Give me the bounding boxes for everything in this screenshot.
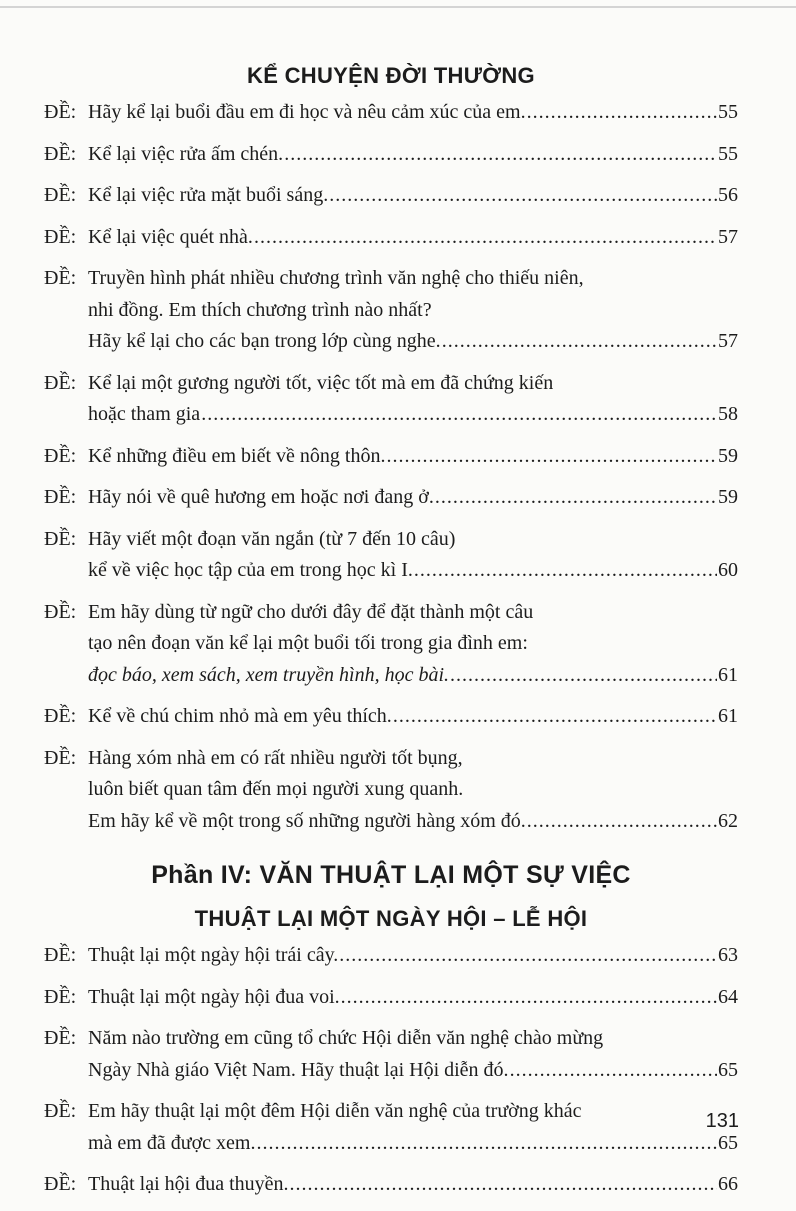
dot-leader <box>339 940 717 972</box>
entry-text: Em hãy thuật lại một đêm Hội diễn văn nghệ của trường khác <box>88 1100 582 1122</box>
entry-page: 60 <box>718 559 738 581</box>
entry-text: Thuật lại hội đua thuyền. <box>88 1173 289 1195</box>
entry-text: luôn biết quan tâm đến mọi người xung quanh. <box>88 778 464 800</box>
entry-label: ĐỀ: <box>44 184 77 206</box>
entry-page: 55 <box>718 142 738 165</box>
entry-page: 66 <box>718 1173 738 1195</box>
entry-text: nhi đồng. Em thích chương trình nào nhất? <box>88 298 432 321</box>
entry-label: ĐỀ: <box>44 101 77 123</box>
dot-leader <box>256 1128 717 1160</box>
entry-text: Kể lại một gương người tốt, việc tốt mà em đã chứng kiến <box>88 371 554 394</box>
entry-text-italic: đọc báo, xem sách, xem truyền hình, học bài. <box>88 663 450 686</box>
toc-entry <box>44 940 738 972</box>
entry-page: 57 <box>718 225 738 248</box>
toc-entry <box>44 743 738 838</box>
dot-leader <box>393 701 717 733</box>
entry-text: Thuật lại một ngày hội trái cây. <box>88 944 339 966</box>
toc-entry <box>44 441 738 473</box>
dot-leader <box>435 482 717 514</box>
entry-text: kể về việc học tập của em trong học kì I. <box>88 559 413 581</box>
dot-leader <box>510 1055 717 1087</box>
toc-entry <box>44 263 738 358</box>
entry-text: Kể những điều em biết về nông thôn. <box>88 444 386 467</box>
entry-page: 59 <box>718 444 738 467</box>
entry-label: ĐỀ: <box>44 600 77 623</box>
entry-page: 55 <box>718 101 738 123</box>
page-number: 131 <box>705 1110 739 1132</box>
entry-page: 63 <box>718 944 738 966</box>
entry-label: ĐỀ: <box>44 444 77 467</box>
toc-entry <box>44 180 738 212</box>
dot-leader <box>201 399 717 431</box>
toc-entry <box>44 597 738 692</box>
entry-label: ĐỀ: <box>44 1027 77 1049</box>
toc-entry <box>44 139 738 171</box>
entry-text: Kể lại việc quét nhà. <box>88 225 253 248</box>
entry-label: ĐỀ: <box>44 225 77 248</box>
entry-text: Hãy nói về quê hương em hoặc nơi đang ở. <box>88 486 434 508</box>
toc-entry <box>44 482 738 514</box>
dot-leader <box>284 139 717 171</box>
entry-page: 64 <box>718 985 738 1008</box>
entry-page: 62 <box>718 809 738 832</box>
entry-page: 56 <box>718 184 738 206</box>
entry-label: ĐỀ: <box>44 142 77 165</box>
entry-text: Kể lại việc rửa mặt buổi sáng. <box>88 184 329 206</box>
entry-text: Kể lại việc rửa ấm chén. <box>88 142 284 165</box>
entry-label: ĐỀ: <box>44 1173 77 1195</box>
entry-label: ĐỀ: <box>44 1100 77 1122</box>
entry-page: 61 <box>718 705 738 727</box>
entry-text: Hàng xóm nhà em có rất nhiều người tốt bụng, <box>88 746 463 769</box>
entry-text: Kể về chú chim nhỏ mà em yêu thích. <box>88 705 392 727</box>
dot-leader <box>527 97 717 129</box>
entry-text: hoặc tham gia <box>88 403 201 425</box>
entry-page: 65 <box>718 1058 738 1081</box>
table-of-contents <box>44 56 738 1211</box>
entry-page: 57 <box>718 330 738 352</box>
entry-page: 58 <box>718 403 738 425</box>
entry-text: Thuật lại một ngày hội đua voi. <box>88 985 340 1008</box>
entry-text: Em hãy kể về một trong số những người hàng xóm đó. <box>88 809 526 832</box>
entry-label: ĐỀ: <box>44 527 77 550</box>
entry-label: ĐỀ: <box>44 985 77 1008</box>
toc-entry <box>44 701 738 733</box>
dot-leader <box>386 441 717 473</box>
entry-label: ĐỀ: <box>44 705 77 727</box>
section-title-ke-chuyen: KỂ CHUYỆN ĐỜI THƯỜNG <box>247 63 535 88</box>
entry-text: Truyền hình phát nhiều chương trình văn nghệ cho thiếu niên, <box>88 267 584 289</box>
part-title: Phần IV: VĂN THUẬT LẠI MỘT SỰ VIỆC <box>151 861 631 889</box>
entry-label: ĐỀ: <box>44 486 77 508</box>
dot-leader <box>442 326 717 358</box>
entry-label: ĐỀ: <box>44 267 77 289</box>
entry-text: tạo nên đoạn văn kể lại một buổi tối trong gia đình em: <box>88 632 528 654</box>
entry-label: ĐỀ: <box>44 944 77 966</box>
entry-text: Em hãy dùng từ ngữ cho dưới đây để đặt thành một câu <box>88 600 534 623</box>
entry-text: Hãy kể lại cho các bạn trong lớp cùng nghe. <box>88 330 441 352</box>
entry-page: 59 <box>718 486 738 508</box>
toc-entry <box>44 222 738 254</box>
dot-leader <box>414 555 717 587</box>
entry-text: Hãy kể lại buổi đầu em đi học và nêu cảm xúc của em. <box>88 101 526 123</box>
entry-text: Hãy viết một đoạn văn ngắn (từ 7 đến 10 câu) <box>88 527 456 550</box>
dot-leader <box>290 1169 717 1201</box>
dot-leader <box>450 660 717 692</box>
toc-entry <box>44 1169 738 1201</box>
dot-leader <box>527 806 717 838</box>
toc-entry <box>44 97 738 129</box>
dot-leader <box>341 982 717 1014</box>
page-top-edge <box>0 6 796 8</box>
entry-label: ĐỀ: <box>44 746 77 769</box>
dot-leader <box>254 222 717 254</box>
entry-text: Ngày Nhà giáo Việt Nam. Hãy thuật lại Hội diễn đó. <box>88 1058 509 1081</box>
entry-page: 61 <box>718 663 738 686</box>
entry-text: mà em đã được xem. <box>88 1131 256 1154</box>
toc-entry <box>44 524 738 587</box>
toc-entry <box>44 982 738 1014</box>
dot-leader <box>329 180 717 212</box>
section-title-thuat-lai: THUẬT LẠI MỘT NGÀY HỘI – LỄ HỘI <box>194 906 588 931</box>
entry-label: ĐỀ: <box>44 371 77 394</box>
toc-entry <box>44 368 738 431</box>
entry-page: 65 <box>718 1131 738 1154</box>
entry-text: Năm nào trường em cũng tổ chức Hội diễn văn nghệ chào mừng <box>88 1027 604 1049</box>
toc-entry <box>44 1023 738 1086</box>
toc-entry <box>44 1096 738 1159</box>
